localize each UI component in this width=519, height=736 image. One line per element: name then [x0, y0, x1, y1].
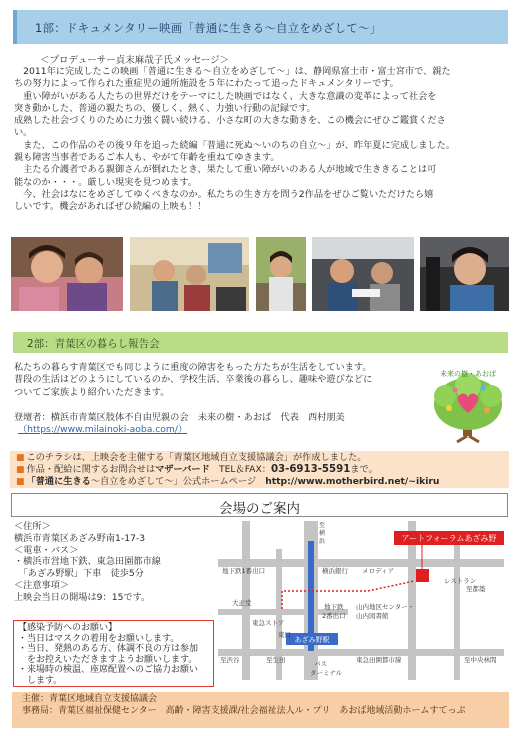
venue-line: 横浜市青葉区あざみ野南1-17-3	[14, 532, 146, 544]
film-subtitle: 〜自立をめざして〜」公式ホームページ	[90, 476, 266, 487]
caution-box	[13, 620, 214, 687]
notice-box	[10, 451, 509, 488]
part2-line: ついてご家族より紹介いただきます。	[14, 386, 170, 398]
notice-suffix: まで。	[350, 464, 378, 475]
phone-number: 03-6913-5591	[270, 464, 351, 475]
part2-body	[14, 362, 434, 399]
venue-line: ＜電車・バス＞	[14, 544, 79, 556]
venue-line: 「あざみ野駅」下車 徒歩5分	[14, 568, 144, 580]
bullet-icon: ■	[16, 453, 25, 463]
part1-line: 今、社会はなにをめざしてゆくべきなのか。私たちの生き方を問う2作品をぜひご覧いただけたら嬉	[14, 188, 434, 200]
map-label: 浜	[319, 538, 326, 545]
part2-line: 普段の生活はどのようにしているのか、学校生活、卒業後の暮らし、趣味や遊びなどに	[14, 374, 373, 386]
tel-label: TEL＆FAX：	[209, 464, 271, 475]
map-label: 東急ストア	[252, 619, 285, 627]
map-label: 東急田園都市線	[356, 656, 402, 664]
part1-line: 主たる介護者である親御さんが倒れたとき、果たして重い障がいのある人が地域で生ききることは可	[14, 164, 437, 176]
part1-body	[14, 66, 510, 214]
map-label: 山内地区センター・	[356, 603, 415, 611]
photo-3	[256, 237, 306, 311]
part1-line: 成熟した社会づくりのために力強く闘い続ける、小さな町の大きな動きを、この機会にぜひご鑑賞くださ	[14, 115, 446, 127]
part1-line: しいです。機会があればぜひ続編の上映も！！	[14, 201, 207, 213]
map-label: 至都築	[466, 585, 486, 593]
photo-strip	[11, 237, 509, 311]
map-label: メロディア	[362, 567, 394, 575]
map-label: 横浜銀行	[322, 567, 348, 575]
notice-line-2	[16, 464, 509, 476]
part1-line: また、この作品のその後９年を追った続編「普通に死ぬ〜いのちの自立〜」が、昨年夏に完成しました。	[14, 139, 455, 151]
registrant-text: 登壇者：横浜市青葉区肢体不自由児親の会 未来の樹・あおば 代表 西村朋美	[14, 412, 345, 423]
venue-line: ＜住所＞	[14, 521, 51, 532]
notice-text-1: このチラシは、上映会を主催する「青葉区地域自立支援協議会」が作成しました。	[26, 452, 367, 463]
part2-title: 2部：青葉区の暮らし報告会	[27, 338, 160, 350]
bullet-icon: ■	[16, 477, 25, 487]
access-map	[218, 521, 504, 680]
photo-5	[420, 237, 509, 311]
map-label: 至渋谷	[220, 656, 240, 664]
map-label: レストラン	[444, 577, 477, 585]
section-header-part1	[13, 10, 508, 44]
map-label: 山内図書館	[356, 612, 389, 620]
venue-line: ・横浜市営地下鉄、東急田園都市線	[14, 556, 161, 568]
venue-line: ＜注意事項＞	[14, 579, 70, 591]
map-label: 横	[319, 530, 326, 537]
map-label: 至中央林間	[464, 656, 497, 664]
caution-line: ・来場時の検温、座席配置へのご協力お願い	[18, 665, 199, 676]
venue-marker	[416, 569, 429, 582]
logo-text: 未来の樹・あおば	[440, 370, 496, 378]
photo-4	[312, 237, 414, 311]
map-label: 大正堂	[232, 599, 252, 607]
map-label: 東口	[278, 631, 291, 639]
venue-banner-label: アートフォーラムあざみ野	[401, 534, 497, 543]
caution-line: します。	[18, 675, 63, 686]
road	[218, 649, 504, 656]
map-label: 地下鉄1番出口	[222, 567, 266, 575]
road	[218, 559, 504, 567]
registrant-url-link[interactable]: （https://www.milainoki-aoba.com/）	[18, 424, 188, 435]
secretariat: 事務局：青葉区福祉保健センター 高齢・障害支援課/社会福祉法人ル・プリ あおば地域活動ホームすてっぷ	[22, 705, 466, 716]
venue-line: 上映会当日の開場は9：15です。	[14, 591, 151, 603]
bullet-icon: ■	[16, 465, 25, 475]
notice-text-2: 作品・配給に関するお問合せは	[26, 464, 156, 475]
part1-title: 1部：ドキュメンタリー映画「普通に生きる〜自立をめざして〜」	[35, 21, 382, 35]
venue-title: 会場のご案内	[11, 493, 508, 517]
part1-line: 2011年に完成したこの映画「普通に生きる〜自立をめざして〜」は、静岡県富士市・富士宮市で、親た	[14, 66, 451, 77]
part1-line: 能なのか・・・。厳しい現実を見つめます。	[14, 176, 198, 188]
organizer: 主催：青葉区地域自立支援協議会	[22, 694, 158, 704]
part1-line: 重い障がいがある人たちの世界だけをテーマにした映画ではなく、大きな意識の変革によって社会を	[14, 90, 437, 102]
map-label: 地下鉄	[324, 603, 344, 611]
station-label: あざみ野駅	[294, 636, 330, 644]
photo-2	[130, 237, 249, 311]
footer	[12, 692, 509, 728]
section-header-part2	[13, 332, 508, 353]
notice-line-1	[16, 452, 509, 464]
part1-line: い。	[14, 127, 33, 139]
official-site-link[interactable]: http://www.motherbird.net/~ikiru	[265, 476, 440, 487]
film-title: 「普通に生きる	[26, 476, 91, 487]
part2-line: 私たちの暮らす青葉区でも同じように重度の障害をもった方たちが生活をしています。	[14, 362, 372, 373]
map-label: 2番出口	[322, 612, 346, 620]
notice-line-3	[16, 476, 509, 488]
part1-line: ちの努力によって作られた重症児の通所施設を５年にわたって追ったドキュメンタリーです。	[14, 78, 399, 90]
map-label: バス	[314, 660, 327, 668]
part1-line: 親も障害当事者であるご本人も、やがて年齢を重ねてゆきます。	[14, 152, 280, 164]
caution-title: 【感染予防へのお願い】	[18, 623, 118, 633]
caution-line: ・当日はマスクの着用をお願いします。	[18, 633, 180, 644]
map-label: 至生田	[266, 656, 286, 664]
miraino-ki-logo	[427, 366, 509, 444]
map-label: ターミナル	[310, 669, 343, 677]
venue-info	[14, 521, 161, 604]
company-name: マザーバード	[155, 464, 210, 475]
map-label: 至	[319, 522, 326, 529]
caution-line: をお控えいただきますようお願いします。	[18, 654, 198, 665]
producer-heading: ＜プロデューサー貞末麻哉子氏メッセージ＞	[40, 55, 230, 66]
registrant-block	[14, 412, 345, 436]
photo-1	[11, 237, 123, 311]
part1-line: 突き動かした、普通の親たちの、優しく、熱く、力強い行動の記録です。	[14, 102, 316, 114]
caution-line: ・当日、発熱のある方、体調不良の方は参加	[18, 644, 199, 655]
